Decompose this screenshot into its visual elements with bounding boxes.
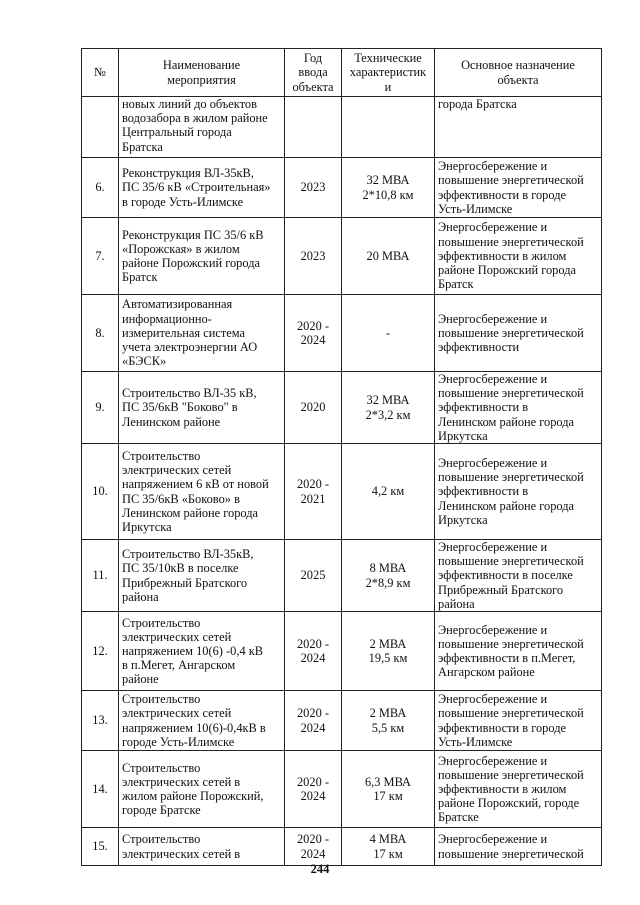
text-line: 2*10,8 км: [362, 187, 414, 202]
text-line: 2020 -: [296, 706, 329, 721]
commission-year: [285, 828, 342, 866]
text-line: Энергосбережение и: [438, 220, 548, 235]
text-line: повышение энергетической: [438, 636, 584, 651]
text-line: 2*3,2 км: [365, 407, 411, 422]
text-line: Основное назначение: [461, 58, 575, 73]
text-line: повышение энергетической: [438, 173, 584, 188]
main-purpose: [435, 218, 602, 295]
measure-name: [119, 158, 285, 218]
text-line: ПС 35/6кВ "Боково" в: [122, 400, 238, 415]
text-line: объекта: [292, 79, 334, 94]
measure-name: [119, 828, 285, 866]
text-line: Братск: [122, 270, 158, 285]
text-line: жилом районе Порожский,: [122, 789, 264, 804]
text-line: ПС 35/10кВ в поселке: [122, 561, 239, 576]
text-line: напряжением 6 кВ от новой: [122, 477, 269, 492]
technical-specs: [342, 218, 435, 295]
table-row: [82, 97, 602, 158]
commission-year: [285, 295, 342, 372]
table-row: [82, 828, 602, 866]
text-line: 2023: [300, 180, 326, 195]
text-line: 2024: [300, 789, 326, 804]
text-line: эффективности в городе: [438, 720, 567, 735]
row-number: 10.: [82, 444, 119, 540]
technical-specs: [342, 372, 435, 444]
main-purpose: [435, 751, 602, 828]
technical-specs: [342, 751, 435, 828]
commission-year: [285, 444, 342, 540]
text-line: электрических сетей: [122, 706, 232, 721]
technical-specs: [342, 612, 435, 691]
text-line: 17 км: [373, 846, 403, 861]
text-line: 32 МВА: [366, 393, 410, 408]
commission-year: [285, 158, 342, 218]
text-line: эффективности в жилом: [438, 248, 567, 263]
text-line: напряжением 10(6) -0,4 кВ: [122, 643, 264, 658]
commission-year: [285, 751, 342, 828]
text-line: Строительство: [122, 448, 201, 463]
measure-name: [119, 97, 285, 158]
main-purpose: [435, 828, 602, 866]
header-purpose: [435, 49, 602, 97]
text-line: повышение энергетической: [438, 767, 584, 782]
header-number: №: [82, 49, 119, 97]
text-line: 6,3 МВА: [364, 774, 412, 789]
text-line: эффективности в: [438, 484, 529, 499]
text-line: 2020 -: [296, 774, 329, 789]
main-purpose: [435, 97, 602, 158]
text-line: повышение энергетической: [438, 234, 584, 249]
text-line: Центральный города: [122, 125, 232, 140]
text-line: районе Порожский города: [122, 256, 260, 270]
text-line: 2025: [300, 568, 326, 583]
text-line: водозабора в жилом районе: [122, 111, 268, 126]
text-line: Строительство: [122, 832, 201, 847]
table-row: [82, 295, 602, 372]
text-line: Год: [303, 51, 323, 66]
text-line: 2020 -: [296, 318, 329, 333]
text-line: Иркутска: [122, 519, 172, 534]
text-line: информационно-: [122, 311, 212, 326]
commission-year: [285, 540, 342, 612]
measure-name: [119, 540, 285, 612]
row-number: 7.: [82, 218, 119, 295]
text-line: Строительство: [122, 615, 201, 630]
text-line: Строительство ВЛ-35 кВ,: [122, 386, 257, 401]
text-line: эффективности в городе: [438, 187, 567, 202]
text-line: Наименование: [162, 58, 241, 73]
table-row: [82, 444, 602, 540]
text-line: объекта: [497, 72, 539, 87]
text-line: Энергосбережение и: [438, 372, 548, 386]
main-purpose: [435, 612, 602, 691]
row-number: [82, 97, 119, 158]
text-line: 2*8,9 км: [365, 575, 411, 590]
text-line: городе Братске: [122, 803, 201, 818]
text-line: Энергосбережение и: [438, 753, 548, 768]
text-line: Энергосбережение и: [438, 622, 548, 637]
text-line: районе Порожский, городе: [438, 796, 580, 811]
text-line: 4,2 км: [371, 484, 405, 499]
row-number: 9.: [82, 372, 119, 444]
text-line: Ангарском районе: [438, 665, 535, 680]
text-line: электрических сетей в: [122, 846, 241, 861]
table-row: [82, 691, 602, 751]
text-line: 32 МВА: [366, 173, 410, 188]
commission-year: [285, 691, 342, 751]
text-line: районе Порожский города: [438, 263, 576, 278]
main-purpose: [435, 540, 602, 612]
text-line: повышение энергетической: [438, 706, 584, 721]
header-name: [119, 49, 285, 97]
text-line: 2020 -: [296, 832, 329, 847]
main-purpose: [435, 372, 602, 444]
row-number: 15.: [82, 828, 119, 866]
measure-name: [119, 751, 285, 828]
text-line: Прибрежный Братского: [438, 582, 564, 597]
commission-year: [285, 372, 342, 444]
page-number: 244: [310, 862, 330, 876]
text-line: Усть-Илимске: [438, 734, 513, 749]
text-line: электрических сетей в: [122, 774, 241, 789]
text-line: Энергосбережение и: [438, 540, 548, 555]
text-line: ввода: [298, 65, 328, 80]
text-line: 2020 -: [296, 636, 329, 651]
text-line: «Порожская» в жилом: [122, 241, 240, 256]
main-purpose: [435, 444, 602, 540]
text-line: Прибрежный Братского: [122, 575, 248, 590]
text-line: 4 МВА: [369, 832, 407, 847]
text-line: Братска: [122, 139, 163, 154]
text-line: повышение энергетической: [438, 554, 584, 569]
row-number: 8.: [82, 295, 119, 372]
main-purpose: [435, 295, 602, 372]
technical-specs: [342, 828, 435, 866]
technical-specs: [342, 540, 435, 612]
text-line: ПС 35/6кВ «Боково» в: [122, 491, 240, 506]
text-line: эффективности в: [438, 400, 529, 415]
text-line: и: [384, 79, 392, 94]
measure-name: [119, 612, 285, 691]
text-line: мероприятия: [167, 72, 236, 87]
text-line: повышение энергетической: [438, 846, 584, 861]
text-line: Строительство ВЛ-35кВ,: [122, 547, 254, 562]
text-line: повышение энергетической: [438, 325, 584, 340]
measure-name: [119, 295, 285, 372]
header-specs: [342, 49, 435, 97]
text-line: характеристик: [349, 65, 427, 80]
technical-specs: [342, 691, 435, 751]
text-line: 2020: [300, 400, 326, 415]
row-number: 11.: [82, 540, 119, 612]
text-line: района: [438, 596, 475, 611]
commission-year: [285, 612, 342, 691]
text-line: Строительство: [122, 692, 201, 707]
text-line: Энергосбережение и: [438, 159, 548, 174]
text-line: Иркутска: [438, 512, 488, 527]
row-number: 12.: [82, 612, 119, 691]
technical-specs: [342, 158, 435, 218]
text-line: учета электроэнергии АО: [122, 340, 258, 355]
text-line: ПС 35/6 кВ «Строительная»: [122, 180, 271, 195]
technical-specs: [342, 444, 435, 540]
text-line: 2024: [300, 651, 326, 666]
text-line: Строительство: [122, 760, 201, 775]
table-row: [82, 751, 602, 828]
table-row: [82, 540, 602, 612]
text-line: эффективности в поселке: [438, 568, 573, 583]
text-line: Энергосбережение и: [438, 692, 548, 707]
text-line: Братске: [438, 810, 479, 825]
table-header-row: [82, 49, 602, 97]
text-line: Технические: [354, 51, 422, 66]
text-line: «БЭСК»: [122, 354, 167, 369]
text-line: 19,5 км: [368, 651, 408, 666]
text-line: 2020 -: [296, 477, 329, 492]
table-row: [82, 158, 602, 218]
main-purpose: [435, 691, 602, 751]
text-line: Ленинском районе: [122, 414, 221, 429]
measure-name: [119, 372, 285, 444]
measure-name: [119, 444, 285, 540]
text-line: электрических сетей: [122, 463, 232, 478]
text-line: Реконструкция ПС 35/6 кВ: [122, 227, 264, 242]
measure-name: [119, 218, 285, 295]
row-number: 13.: [82, 691, 119, 751]
text-line: города Братска: [438, 97, 517, 111]
text-line: напряжением 10(6)-0,4кВ в: [122, 720, 266, 735]
text-line: повышение энергетической: [438, 470, 584, 485]
text-line: Автоматизированная: [122, 297, 233, 312]
text-line: новых линий до объектов: [122, 97, 257, 111]
row-number: 6.: [82, 158, 119, 218]
text-line: 17 км: [373, 789, 403, 804]
text-line: измерительная система: [122, 325, 245, 340]
text-line: повышение энергетической: [438, 386, 584, 401]
text-line: Энергосбережение и: [438, 832, 548, 847]
measures-table: [81, 48, 602, 866]
text-line: 2024: [300, 846, 326, 861]
text-line: Ленинском районе города: [438, 498, 575, 513]
text-line: 8 МВА: [369, 561, 407, 576]
text-line: Братск: [438, 277, 474, 292]
text-line: в городе Усть-Илимске: [122, 194, 244, 209]
table-row: [82, 612, 602, 691]
commission-year: [285, 218, 342, 295]
text-line: 2024: [300, 720, 326, 735]
table-row: [82, 218, 602, 295]
text-line: 2023: [300, 248, 326, 263]
table-row: [82, 372, 602, 444]
text-line: Иркутска: [438, 428, 488, 443]
text-line: эффективности в п.Мегет,: [438, 651, 576, 666]
main-purpose: [435, 158, 602, 218]
text-line: района: [122, 589, 159, 604]
technical-specs: [342, 97, 435, 158]
text-line: Энергосбережение и: [438, 456, 548, 470]
measure-name: [119, 691, 285, 751]
text-line: Ленинском районе города: [438, 414, 575, 429]
text-line: 2021: [300, 491, 326, 506]
text-line: 2024: [300, 333, 326, 347]
text-line: эффективности в жилом: [438, 781, 567, 796]
text-line: Ленинском районе города: [122, 505, 259, 520]
text-line: 20 МВА: [366, 248, 410, 263]
text-line: 5,5 км: [371, 720, 405, 735]
text-line: электрических сетей: [122, 629, 232, 644]
text-line: в п.Мегет, Ангарском: [122, 658, 236, 673]
row-number: 14.: [82, 751, 119, 828]
text-line: Энергосбережение и: [438, 311, 548, 326]
header-year: [285, 49, 342, 97]
text-line: -: [385, 325, 391, 340]
text-line: городе Усть-Илимске: [122, 734, 235, 749]
text-line: районе: [122, 672, 159, 687]
text-line: Реконструкция ВЛ-35кВ,: [122, 166, 254, 181]
commission-year: [285, 97, 342, 158]
technical-specs: [342, 295, 435, 372]
text-line: эффективности: [438, 340, 520, 355]
text-line: 2 МВА: [369, 636, 407, 651]
text-line: 2 МВА: [369, 706, 407, 721]
text-line: Усть-Илимске: [438, 201, 513, 216]
